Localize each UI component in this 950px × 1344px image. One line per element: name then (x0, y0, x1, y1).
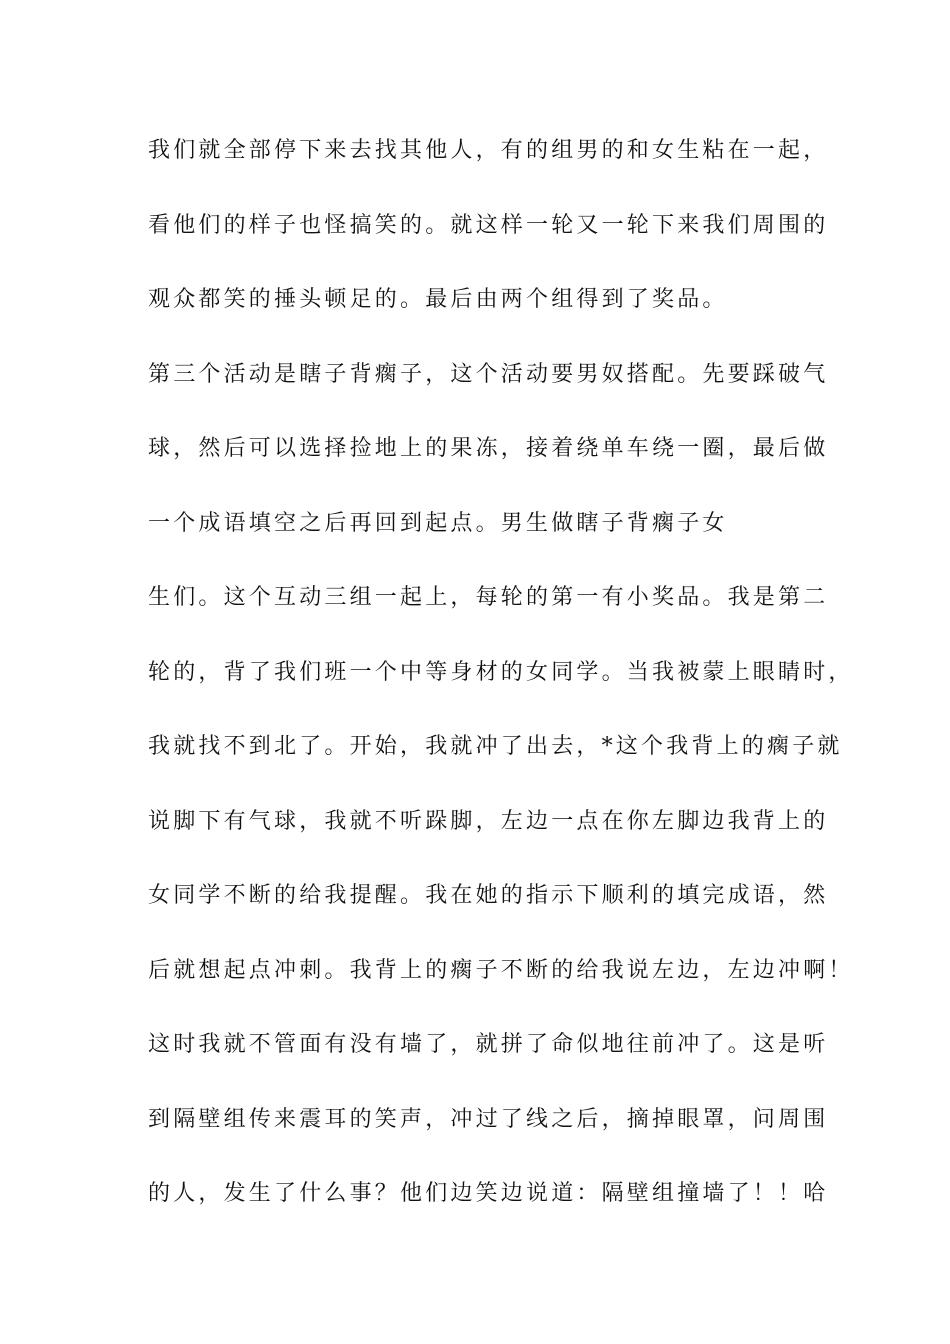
text-line: 生们。这个互动三组一起上，每轮的第一有小奖品。我是第二 (148, 585, 829, 610)
text-line: 的人，发生了什么事？他们边笑边说道：隔壁组撞墙了！！哈 (148, 1181, 829, 1206)
text-line: 女同学不断的给我提醒。我在她的指示下顺利的填完成语，然 (148, 883, 829, 908)
text-line: 一个成语填空之后再回到起点。男生做瞎子背瘸子女 (148, 510, 728, 536)
text-line: 第三个活动是瞎子背瘸子，这个活动要男奴搭配。先要踩破气 (148, 361, 829, 387)
text-line: 我就找不到北了。开始，我就冲了出去，*这个我背上的瘸子就 (148, 734, 843, 759)
text-line: 看他们的样子也怪搞笑的。就这样一轮又一轮下来我们周围的 (148, 212, 829, 238)
text-line: 观众都笑的捶头顿足的。最后由两个组得到了奖品。 (148, 287, 728, 312)
body-text (148, 128, 854, 1246)
text-line: 这时我就不管面有没有墙了，就拼了命似地往前冲了。这是听 (148, 1032, 829, 1057)
text-line: 后就想起点冲刺。我背上的瘸子不断的给我说左边，左边冲啊！ (148, 957, 854, 983)
text-line: 球，然后可以选择捡地上的果冻，接着绕单车绕一圈，最后做 (148, 436, 829, 461)
text-line: 说脚下有气球，我就不听跺脚，左边一点在你左脚边我背上的 (148, 808, 829, 834)
text-line: 到隔壁组传来震耳的笑声，冲过了线之后，摘掉眼罩，问周围 (148, 1106, 829, 1132)
text-line: 我们就全部停下来去找其他人，有的组男的和女生粘在一起， (148, 138, 829, 163)
text-line: 轮的，背了我们班一个中等身材的女同学。当我被蒙上眼睛时， (148, 659, 854, 685)
